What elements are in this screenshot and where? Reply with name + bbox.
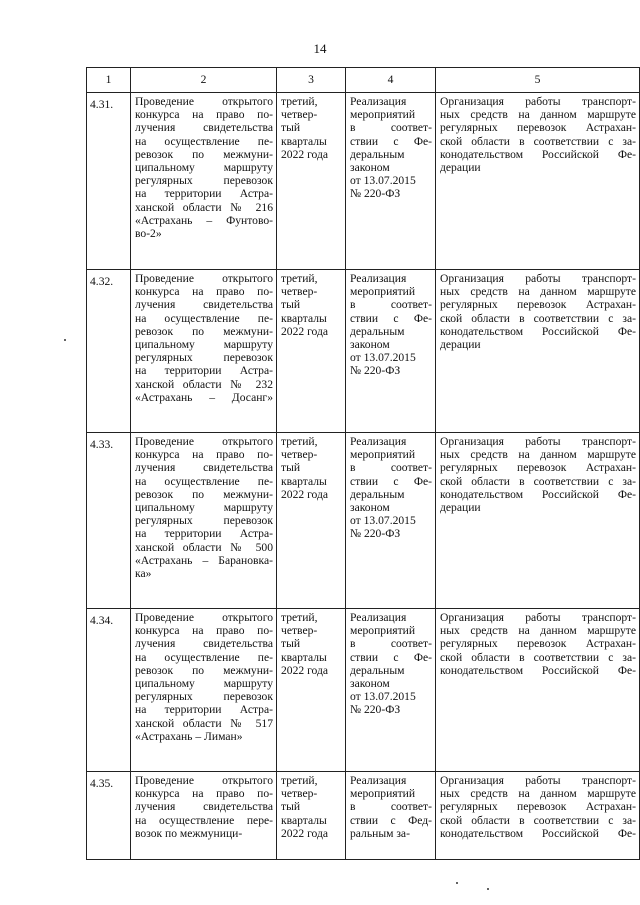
basis-cell — [346, 93, 436, 270]
event-cell-line: лучения свидетельства — [135, 461, 273, 475]
term-cell-line: 2022 года — [281, 826, 329, 840]
event-cell-line: регулярных перевозок — [135, 514, 273, 528]
event-cell-line: на осуществление пе- — [135, 134, 273, 148]
result-cell-line: регулярных перевозок Астрахан- — [440, 637, 636, 651]
basis-cell-line: деральным — [350, 663, 405, 677]
basis-cell-line: мероприятий — [350, 624, 416, 638]
basis-cell-line: от 13.07.2015 — [350, 690, 416, 704]
result-cell-line: ской области в соответствии с за- — [440, 134, 636, 148]
term-cell-line: 2022 года — [281, 663, 329, 677]
event-cell-line: возок по межмуници- — [135, 826, 243, 840]
event-cell-line: Проведение открытого — [135, 95, 273, 108]
result-cell-line: ской области в соответствии с за- — [440, 813, 636, 827]
term-cell-line: третий, — [281, 774, 318, 787]
term-cell-line: кварталы — [281, 650, 327, 664]
event-cell-line: ревозок по межмуни- — [135, 663, 273, 677]
event-cell-line: ханской области № 517 — [135, 716, 273, 730]
event-cell-line: ревозок по межмуни- — [135, 487, 273, 501]
result-cell — [436, 772, 640, 860]
event-cell-line: ханской области № 500 — [135, 540, 273, 554]
header-cell-1: 1 — [87, 68, 131, 93]
result-cell-line: конодательством Российской Фе- — [440, 147, 636, 161]
event-cell-line: ревозок по межмуни- — [135, 324, 273, 338]
scan-speck — [487, 888, 489, 890]
result-cell-line: дерации — [440, 161, 481, 175]
basis-cell-line: мероприятий — [350, 787, 416, 801]
term-cell-line: четвер- — [281, 448, 318, 462]
basis-cell-line: ствии с Фе- — [350, 650, 432, 664]
scan-speck — [456, 882, 458, 884]
events-table — [86, 67, 640, 860]
basis-cell-line: № 220-ФЗ — [350, 703, 401, 717]
table-row — [87, 270, 640, 433]
event-cell-line: лучения свидетельства — [135, 637, 273, 651]
basis-cell-line: в соответ- — [350, 637, 432, 651]
event-cell-line: лучения свидетельства — [135, 121, 273, 135]
basis-cell-line: от 13.07.2015 — [350, 351, 416, 365]
event-cell — [131, 433, 277, 609]
basis-cell-line: деральным — [350, 324, 405, 338]
term-cell-line: 2022 года — [281, 487, 329, 501]
basis-cell — [346, 772, 436, 860]
basis-cell-line: № 220-ФЗ — [350, 187, 401, 201]
event-cell-line: на осуществление пе- — [135, 311, 273, 325]
event-cell-line: «Астрахань – Фунтово- — [135, 213, 273, 227]
basis-cell-line: деральным — [350, 487, 405, 501]
result-cell-line: ных средств на данном маршруте — [440, 787, 636, 801]
table-row — [87, 93, 640, 270]
result-cell-line: ской области в соответствии с за- — [440, 311, 636, 325]
result-cell-line: Организация работы транспорт- — [440, 774, 636, 787]
table-row — [87, 772, 640, 860]
result-cell-line: регулярных перевозок Астрахан- — [440, 461, 636, 475]
term-cell — [277, 609, 346, 772]
basis-cell-line: ствии с Фе- — [350, 474, 432, 488]
result-cell — [436, 270, 640, 433]
term-cell-line: кварталы — [281, 134, 327, 148]
result-cell-line: ных средств на данном маршруте — [440, 108, 636, 122]
basis-cell — [346, 433, 436, 609]
result-cell-line: дерации — [440, 501, 481, 515]
page-number: 14 — [313, 41, 327, 56]
event-cell — [131, 609, 277, 772]
event-cell — [131, 772, 277, 860]
event-cell-line: на территории Астра- — [135, 187, 273, 201]
basis-cell — [346, 270, 436, 433]
event-cell-line: ханской области № 232 — [135, 377, 273, 391]
term-cell-line: 2022 года — [281, 147, 329, 161]
event-cell-line: регулярных перевозок — [135, 351, 273, 365]
basis-cell-line: Реализация — [350, 95, 407, 108]
basis-cell-line: ствии с Фе- — [350, 311, 432, 325]
basis-cell-line: мероприятий — [350, 285, 416, 299]
basis-cell-line: ствии с Фед- — [350, 813, 432, 827]
basis-cell-line: от 13.07.2015 — [350, 514, 416, 528]
basis-cell — [346, 609, 436, 772]
term-cell-line: тый — [281, 800, 301, 814]
result-cell-line: конодательством Российской Фе- — [440, 663, 636, 677]
term-cell-line: третий, — [281, 611, 318, 624]
event-cell-line: на территории Астра- — [135, 527, 273, 541]
result-cell-line: регулярных перевозок Астрахан- — [440, 298, 636, 312]
event-cell-line: ципальному маршруту — [135, 501, 273, 515]
result-cell — [436, 609, 640, 772]
event-cell-line: «Астрахань – Досанг» — [135, 390, 273, 404]
row-number-cell: 4.34. — [87, 609, 131, 772]
row-number-cell: 4.32. — [87, 270, 131, 433]
row-number-cell: 4.33. — [87, 433, 131, 609]
event-cell-line: лучения свидетельства — [135, 800, 273, 814]
event-cell-line: ципальному маршруту — [135, 161, 273, 175]
basis-cell-line: Реализация — [350, 272, 407, 285]
basis-cell-line: мероприятий — [350, 108, 416, 122]
event-cell-line: «Астрахань – Барановка- — [135, 553, 273, 567]
result-cell — [436, 433, 640, 609]
term-cell-line: четвер- — [281, 787, 318, 801]
basis-cell-line: законом — [350, 161, 390, 175]
term-cell-line: кварталы — [281, 813, 327, 827]
event-cell-line: Проведение открытого — [135, 435, 273, 448]
event-cell-line: «Астрахань – Лиман» — [135, 729, 243, 743]
result-cell-line: Организация работы транспорт- — [440, 611, 636, 624]
basis-cell-line: от 13.07.2015 — [350, 174, 416, 188]
event-cell-line: на осуществление пере- — [135, 813, 273, 827]
header-cell-3: 3 — [277, 68, 346, 93]
event-cell-line: конкурса на право по- — [135, 108, 273, 122]
result-cell — [436, 93, 640, 270]
event-cell — [131, 93, 277, 270]
basis-cell-line: Реализация — [350, 611, 407, 624]
result-cell-line: дерации — [440, 338, 481, 352]
term-cell-line: тый — [281, 298, 301, 312]
event-cell-line: ципальному маршруту — [135, 677, 273, 691]
basis-cell-line: № 220-ФЗ — [350, 527, 401, 541]
event-cell-line: конкурса на право по- — [135, 787, 273, 801]
result-cell-line: ных средств на данном маршруте — [440, 448, 636, 462]
header-cell-2: 2 — [131, 68, 277, 93]
event-cell-line: конкурса на право по- — [135, 624, 273, 638]
term-cell — [277, 93, 346, 270]
basis-cell-line: ствии с Фе- — [350, 134, 432, 148]
result-cell-line: конодательством Российской Фе- — [440, 826, 636, 840]
basis-cell-line: Реализация — [350, 435, 407, 448]
event-cell — [131, 270, 277, 433]
result-cell-line: Организация работы транспорт- — [440, 95, 636, 108]
event-cell-line: на территории Астра- — [135, 703, 273, 717]
basis-cell-line: законом — [350, 338, 390, 352]
term-cell-line: третий, — [281, 435, 318, 448]
event-cell-line: конкурса на право по- — [135, 448, 273, 462]
table-row — [87, 433, 640, 609]
event-cell-line: конкурса на право по- — [135, 285, 273, 299]
basis-cell-line: в соответ- — [350, 800, 432, 814]
result-cell-line: ской области в соответствии с за- — [440, 650, 636, 664]
event-cell-line: регулярных перевозок — [135, 690, 273, 704]
event-cell-line: на осуществление пе- — [135, 650, 273, 664]
basis-cell-line: мероприятий — [350, 448, 416, 462]
result-cell-line: конодательством Российской Фе- — [440, 324, 636, 338]
table-row — [87, 609, 640, 772]
header-cell-5: 5 — [436, 68, 640, 93]
result-cell-line: ных средств на данном маршруте — [440, 285, 636, 299]
event-cell-line: ка» — [135, 567, 152, 581]
term-cell-line: третий, — [281, 272, 318, 285]
term-cell-line: тый — [281, 461, 301, 475]
result-cell-line: Организация работы транспорт- — [440, 435, 636, 448]
basis-cell-line: ральным за- — [350, 826, 410, 840]
basis-cell-line: в соответ- — [350, 121, 432, 135]
basis-cell-line: законом — [350, 501, 390, 515]
scan-speck — [64, 339, 66, 341]
term-cell — [277, 433, 346, 609]
result-cell-line: регулярных перевозок Астрахан- — [440, 800, 636, 814]
event-cell-line: ханской области № 216 — [135, 200, 273, 214]
result-cell-line: Организация работы транспорт- — [440, 272, 636, 285]
result-cell-line: ской области в соответствии с за- — [440, 474, 636, 488]
term-cell-line: 2022 года — [281, 324, 329, 338]
result-cell-line: регулярных перевозок Астрахан- — [440, 121, 636, 135]
event-cell-line: во-2» — [135, 227, 162, 241]
term-cell-line: кварталы — [281, 311, 327, 325]
event-cell-line: на территории Астра- — [135, 364, 273, 378]
header-cell-4: 4 — [346, 68, 436, 93]
event-cell-line: Проведение открытого — [135, 272, 273, 285]
event-cell-line: Проведение открытого — [135, 611, 273, 624]
row-number-cell: 4.35. — [87, 772, 131, 860]
event-cell-line: на осуществление пе- — [135, 474, 273, 488]
event-cell-line: Проведение открытого — [135, 774, 273, 787]
basis-cell-line: Реализация — [350, 774, 407, 787]
term-cell-line: кварталы — [281, 474, 327, 488]
event-cell-line: ципальному маршруту — [135, 338, 273, 352]
result-cell-line: ных средств на данном маршруте — [440, 624, 636, 638]
term-cell-line: тый — [281, 121, 301, 135]
basis-cell-line: деральным — [350, 147, 405, 161]
basis-cell-line: в соответ- — [350, 461, 432, 475]
event-cell-line: лучения свидетельства — [135, 298, 273, 312]
table-header-row — [87, 68, 640, 93]
term-cell-line: четвер- — [281, 624, 318, 638]
result-cell-line: конодательством Российской Фе- — [440, 487, 636, 501]
term-cell — [277, 270, 346, 433]
basis-cell-line: законом — [350, 677, 390, 691]
term-cell-line: тый — [281, 637, 301, 651]
term-cell-line: четвер- — [281, 285, 318, 299]
event-cell-line: ревозок по межмуни- — [135, 147, 273, 161]
term-cell-line: четвер- — [281, 108, 318, 122]
basis-cell-line: № 220-ФЗ — [350, 364, 401, 378]
row-number-cell: 4.31. — [87, 93, 131, 270]
term-cell — [277, 772, 346, 860]
event-cell-line: регулярных перевозок — [135, 174, 273, 188]
basis-cell-line: в соответ- — [350, 298, 432, 312]
term-cell-line: третий, — [281, 95, 318, 108]
